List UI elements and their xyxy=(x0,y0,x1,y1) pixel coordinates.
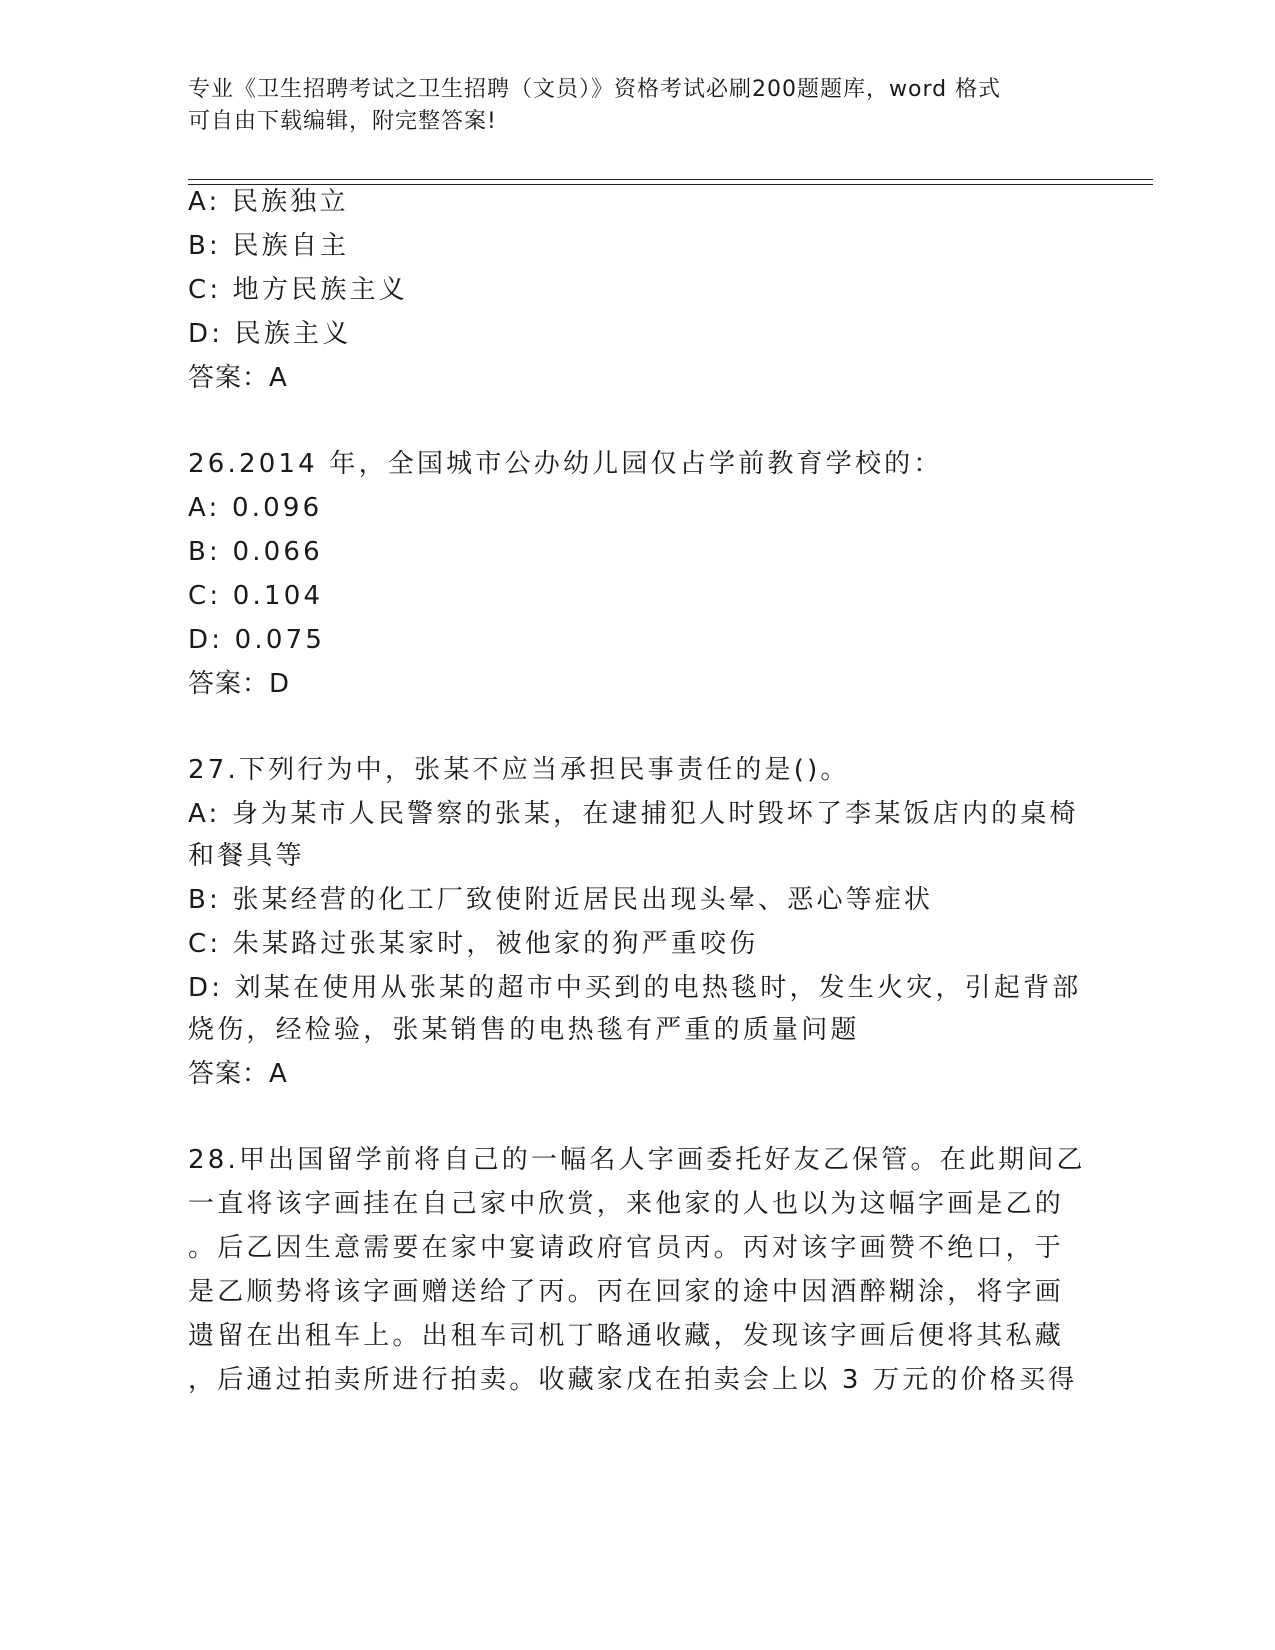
document-header xyxy=(188,74,1088,138)
q25-option-a: A: 民族独立 xyxy=(188,187,349,217)
q28-stem-line-5: 遗留在出租车上。出租车司机丁略通收藏，发现该字画后便将其私藏 xyxy=(188,1321,1065,1351)
q28-stem-line-3: 。后乙因生意需要在家中宴请政府官员丙。丙对该字画赞不绝口，于 xyxy=(188,1233,1065,1263)
q28-stem-line-4: 是乙顺势将该字画赠送给了丙。丙在回家的途中因酒醉糊涂，将字画 xyxy=(188,1277,1065,1307)
q27-option-c: C: 朱某路过张某家时，被他家的狗严重咬伤 xyxy=(188,929,759,959)
q26-option-b: B: 0.066 xyxy=(188,537,323,567)
q26-answer: 答案：D xyxy=(188,669,291,699)
q27-option-d-line-1: D: 刘某在使用从张某的超市中买到的电热毯时，发生火灾，引起背部 xyxy=(188,973,1082,1003)
q25-option-b: B: 民族自主 xyxy=(188,231,350,261)
q25-option-c: C: 地方民族主义 xyxy=(188,275,408,305)
q28-stem-line-6: ，后通过拍卖所进行拍卖。收藏家戊在拍卖会上以 3 万元的价格买得 xyxy=(188,1365,1078,1395)
q27-answer: 答案：A xyxy=(188,1059,288,1089)
q27-option-a-line-2: 和餐具等 xyxy=(188,841,305,871)
q26-stem: 26.2014 年，全国城市公办幼儿园仅占学前教育学校的： xyxy=(188,449,943,479)
q28-stem-line-1: 28.甲出国留学前将自己的一幅名人字画委托好友乙保管。在此期间乙 xyxy=(188,1145,1086,1175)
q25-option-d: D: 民族主义 xyxy=(188,319,352,349)
q26-option-a: A: 0.096 xyxy=(188,493,323,523)
q26-option-c: C: 0.104 xyxy=(188,581,324,611)
q27-option-a-line-1: A: 身为某市人民警察的张某，在逮捕犯人时毁坏了李某饭店内的桌椅 xyxy=(188,799,1079,829)
q27-stem: 27.下列行为中，张某不应当承担民事责任的是()。 xyxy=(188,755,850,785)
header-divider-top xyxy=(188,179,1153,180)
q28-stem-line-2: 一直将该字画挂在自己家中欣赏，来他家的人也以为这幅字画是乙的 xyxy=(188,1189,1065,1219)
q27-option-d-line-2: 烧伤，经检验，张某销售的电热毯有严重的质量问题 xyxy=(188,1015,860,1045)
header-title-line-1: 专业《卫生招聘考试之卫生招聘（文员）》资格考试必刷200题题库，word 格式 xyxy=(188,77,1002,102)
q27-option-b: B: 张某经营的化工厂致使附近居民出现头晕、恶心等症状 xyxy=(188,885,934,915)
q26-option-d: D: 0.075 xyxy=(188,625,326,655)
header-title-line-2: 可自由下载编辑，附完整答案! xyxy=(188,109,497,134)
q25-answer: 答案：A xyxy=(188,363,288,393)
